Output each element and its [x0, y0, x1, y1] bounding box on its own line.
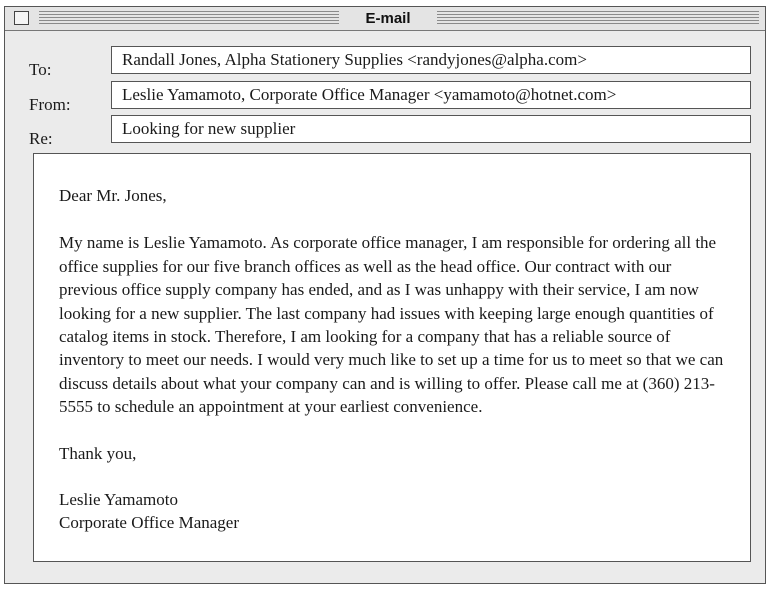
signature-title: Corporate Office Manager [59, 513, 239, 533]
from-label: From: [29, 95, 71, 114]
subject-label: Re: [29, 129, 53, 148]
email-window [4, 6, 766, 584]
subject-field[interactable]: Looking for new supplier [111, 115, 751, 143]
message-body[interactable] [33, 153, 751, 562]
title-bar-stripes-right [437, 11, 759, 25]
window-title: E-mail [365, 10, 411, 27]
from-field[interactable]: Leslie Yamamoto, Corporate Office Manager <yamamoto@hotnet.com> [111, 81, 751, 109]
to-field[interactable]: Randall Jones, Alpha Stationery Supplies <randyjones@alpha.com> [111, 46, 751, 74]
message-paragraph: My name is Leslie Yamamoto. As corporate office manager, I am responsible for ordering all the office supplies for our five branch offices as well as the head office. Our contract with our previous office supply company has ended, and as I was unhappy with their service, I am now looking for a new supplier. The last company had issues with keeping large enough quantities of catalog items in stock. Therefore, I am looking for a company that has a reliable source of inventory to meet our needs. I would very much like to set up a time for us to meet so that we can discuss details about what your company can and is willing to offer. Please call me at (360) 213-5555 to schedule an appointment at your earliest convenience. [59, 233, 724, 417]
title-bar[interactable] [5, 7, 765, 31]
to-label: To: [29, 60, 52, 79]
title-bar-stripes-left [39, 11, 339, 25]
close-box-icon[interactable] [14, 11, 29, 25]
signature-name: Leslie Yamamoto [59, 490, 178, 510]
message-closing: Thank you, [59, 443, 137, 463]
message-greeting: Dear Mr. Jones, [59, 186, 167, 205]
